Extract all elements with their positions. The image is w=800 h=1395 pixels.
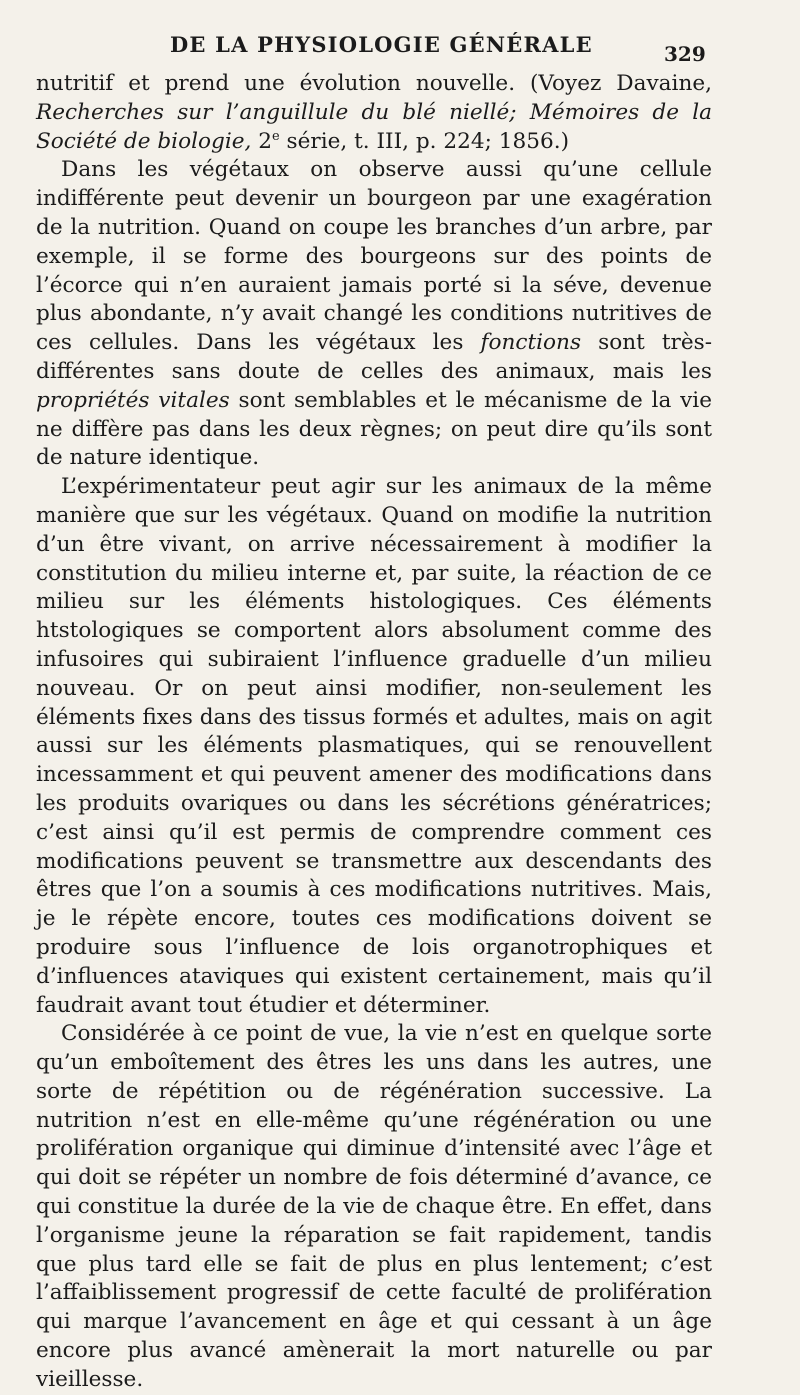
paragraph-2-italic-fonctions: fonctions — [480, 330, 582, 356]
paragraph-1 — [36, 70, 712, 156]
running-title: DE LA PHYSIOLOGIE GÉNÉRALE — [170, 32, 593, 57]
body-text — [36, 70, 712, 1395]
page-number: 329 — [664, 42, 706, 66]
paragraph-2-text-a: Dans les végétaux on observe aussi qu’une cellule indifférente peut devenir un bourgeon par une exagération de la nutrition. Quand on coupe les branches d’un arbre, par exemple, il se forme des bourgeons sur des points de l’écorce qui n’en auraient jamais porté si la séve, devenue plus abondante, n’y avait changé les conditions nutritives de ces cellules. Dans les végétaux les — [36, 157, 712, 356]
paragraph-4-text: Considérée à ce point de vue, la vie n’est en quelque sorte qu’un emboîtement des êtres les uns dans les autres, une sorte de répétition ou de régénération successive. La nutrition n’est en elle-même qu’une régénération ou une prolifération organique qui diminue d’intensité avec l’âge et qui doit se répéter un nombre de fois déterminé d’avance, ce qui constitue la durée de la vie de chaque être. En effet, dans l’organisme jeune la réparation se fait rapidement, tandis que plus tard elle se fait de plus en plus lentement; c’est l’affaiblissement progressif de cette faculté de prolifération qui marque l’avancement en âge et qui cessant à un âge encore plus avancé amènerait la mort naturelle ou par vieillesse. — [36, 1021, 712, 1392]
paragraph-2-text-c: sont semblables et le mécanisme de la vie ne diffère pas dans les deux règnes; on peut dire qu’ils sont de nature identique. — [36, 387, 712, 471]
paragraph-1-text-c: série, t. III, p. 224; 1856.) — [279, 128, 569, 154]
paragraph-3 — [36, 473, 712, 1020]
paragraph-1-citation-italic: Recherches sur l’anguillule du blé niellé; Mémoires de la Société de biologie, — [36, 99, 712, 154]
paragraph-3-text: L’expérimentateur peut agir sur les animaux de la même manière que sur les végétaux. Quand on modifie la nutrition d’un être vivant, on arrive nécessairement à modifier la constitution du milieu interne et, par suite, la réaction de ce milieu sur les éléments histologiques. Ces éléments htstologiques se comportent alors absolument comme des infusoires qui subiraient l’influence graduelle d’un milieu nouveau. Or on peut ainsi modifier, non-seulement les éléments fixes dans des tissus formés et adultes, mais on agit aussi sur les éléments plasmatiques, qui se renouvellent incessamment et qui peuvent amener des modifications dans les produits ovariques ou dans les sécrétions génératrices; c’est ainsi qu’il est permis de comprendre comment ces modifications peuvent se transmettre aux descendants des êtres que l’on a soumis à ces modifications nutritives. Mais, je le répète encore, toutes ces modifications doivent se produire sous l’influence de lois organotrophiques et d’influences ataviques qui existent certainement, mais qu’il faudrait avant tout étudier et déterminer. — [36, 474, 712, 1018]
paragraph-2-text-b: sont très-différentes sans doute de celles des animaux, mais les — [36, 330, 712, 384]
paragraph-1-superscript: e — [271, 128, 280, 144]
paragraph-1-text-b: 2 — [251, 128, 272, 154]
paragraph-4 — [36, 1020, 712, 1394]
paragraph-1-text-a: nutritif et prend une évolution nouvelle. (Voyez Davaine, — [36, 71, 712, 96]
page-header — [0, 28, 800, 68]
paragraph-2 — [36, 156, 712, 473]
paragraph-2-italic-proprietes: propriétés vitales — [36, 387, 230, 413]
